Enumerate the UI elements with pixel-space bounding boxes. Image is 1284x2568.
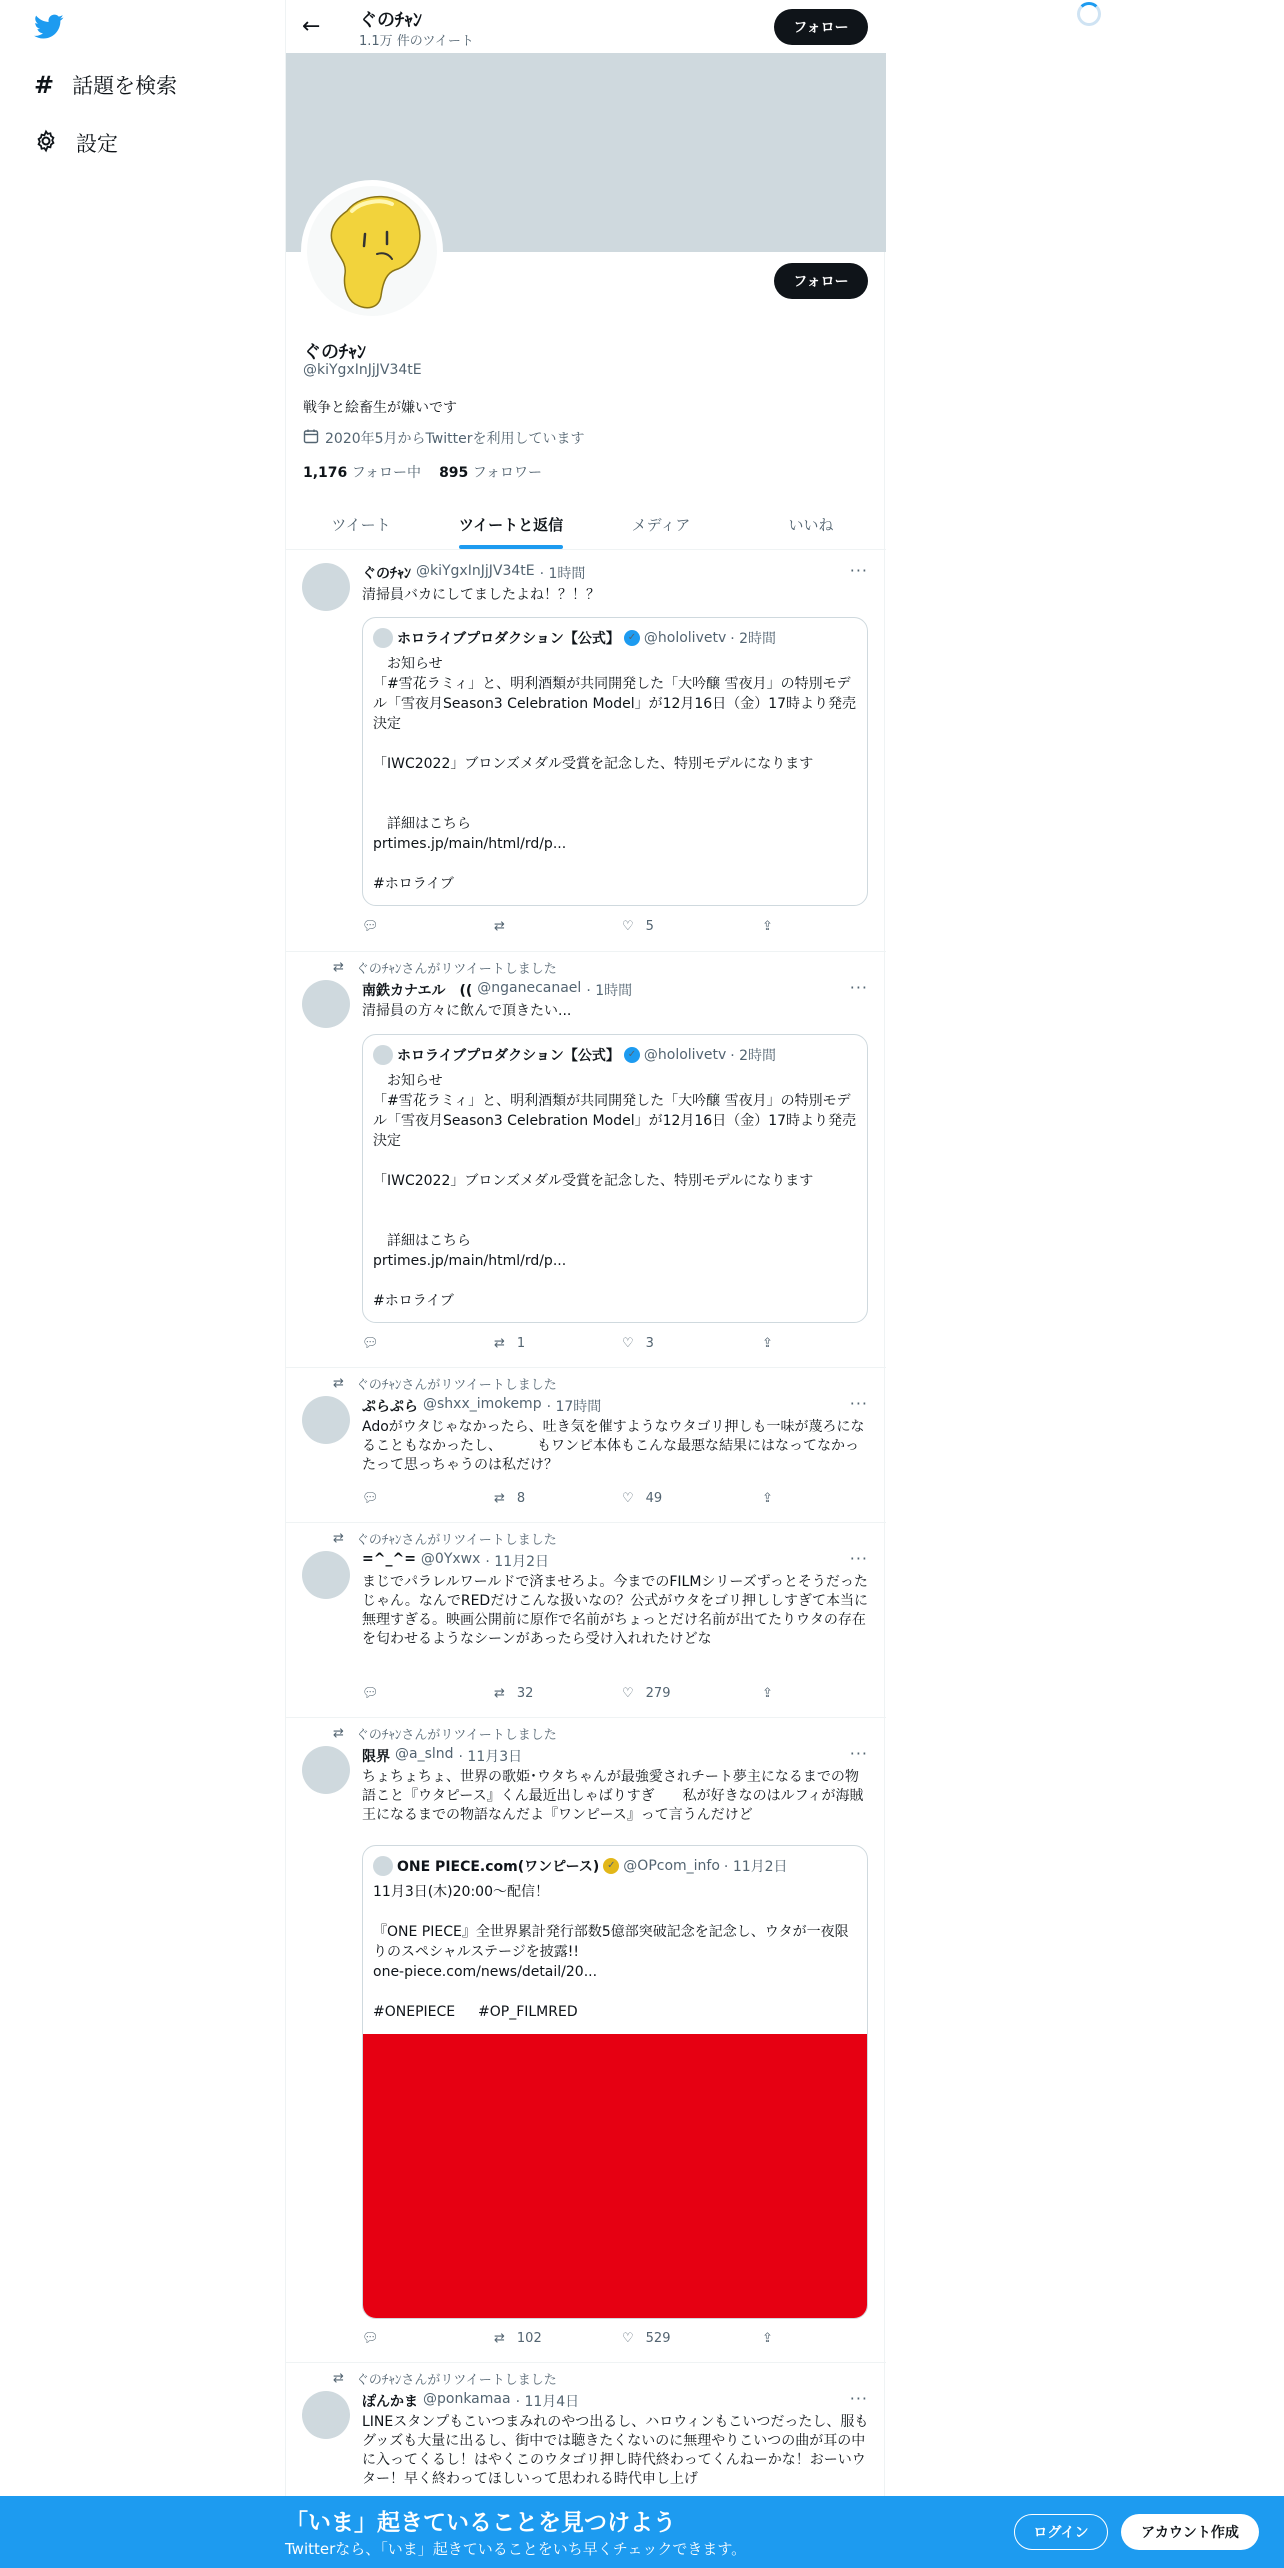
tweet-text: まじでパラレルワールドで済ませろよ。今までのFILMシリーズずっとそうだったじゃん。なんでREDだけこんな扱いなの？公式がウタをゴリ押ししすぎて本当に無理すぎる。映画公開前に原作で名前がちょっとだけ名前が出てたりウタの存在を匂わせるようなシーンがあったら受け入れれたけどな <box>362 1574 869 1647</box>
reply-button[interactable] <box>362 1336 494 1351</box>
share-icon: ⇪ <box>762 919 773 934</box>
quote-tweet[interactable] <box>362 1034 868 1323</box>
tweet-author-handle[interactable]: @ponkamaa <box>423 2391 511 2407</box>
header-follow-button[interactable]: フォロー <box>774 9 868 45</box>
quote-tweet[interactable] <box>362 617 868 906</box>
signup-banner-subtitle: Twitterなら、「いま」起きていることをいち早くチェックできます。 <box>285 2540 747 2558</box>
share-button[interactable] <box>762 1336 773 1351</box>
tweet-text: ちょちょちょ、世界の歌姫･ウタちゃんが最強愛されチート夢主になるまでの物語こと『ウタピース』くん最近出しゃばりすぎ 私が好きなのはルフィが海賊王になるまでの物語なんだよ『ワンピース』って言うんだけど <box>362 1769 864 1823</box>
tweet-author-handle[interactable]: @kiYgxInJjJV34tE <box>416 563 535 579</box>
login-button[interactable]: ログイン <box>1014 2514 1108 2550</box>
tweet-author-name[interactable]: 限界 <box>362 1749 390 1765</box>
like-button[interactable] <box>622 1686 762 1701</box>
tweet-actions <box>362 1686 792 1701</box>
following-link[interactable] <box>303 462 421 482</box>
profile-column <box>285 0 885 2568</box>
header-tweet-count: 1.1万 件のツイート <box>359 34 474 49</box>
share-button[interactable] <box>762 1686 773 1701</box>
quote-time: · 11月2日 <box>723 1859 788 1875</box>
tweet-header <box>362 2391 579 2411</box>
quote-time: · 2時間 <box>730 631 777 647</box>
tweet-avatar[interactable] <box>302 1746 350 1794</box>
tweet[interactable] <box>286 551 886 952</box>
retweeted-by-text[interactable]: ぐのﾁｬﾝさんがリツイートしました <box>355 1533 557 1548</box>
quote-avatar <box>373 628 393 648</box>
tweet-author-handle[interactable]: @nganecanael <box>477 980 582 996</box>
quote-time: · 2時間 <box>730 1048 777 1064</box>
reply-button[interactable] <box>362 2331 494 2346</box>
tweet[interactable] <box>286 1368 886 1523</box>
profile-tabs <box>286 500 886 550</box>
hashtag-icon: # <box>34 71 55 99</box>
quote-author-name: ホロライブプロダクション【公式】 <box>397 1048 620 1064</box>
retweet-button[interactable] <box>494 2331 622 2346</box>
quote-avatar <box>373 1045 393 1065</box>
tweet-author-handle[interactable]: @0Yxwx <box>420 1551 481 1567</box>
retweeted-by-text[interactable]: ぐのﾁｬﾝさんがリツイートしました <box>355 962 557 977</box>
more-icon[interactable]: ··· <box>849 561 868 580</box>
share-icon: ⇪ <box>762 1686 773 1701</box>
reply-button[interactable] <box>362 919 494 934</box>
twitter-logo-icon[interactable] <box>34 14 64 44</box>
tab-tweets[interactable]: ツイート <box>331 516 391 534</box>
like-button[interactable] <box>622 1491 762 1506</box>
tweet-time[interactable]: · 11月3日 <box>458 1749 523 1765</box>
follow-button[interactable]: フォロー <box>774 263 868 299</box>
retweet-icon: ⇄ <box>494 919 505 934</box>
retweet-small-icon: ⇄ <box>333 960 344 975</box>
nav-settings-label: 設定 <box>76 132 118 156</box>
back-arrow-icon[interactable]: ← <box>302 14 321 39</box>
tweet-text: 清掃員の方々に飲んで頂きたい... <box>362 1003 572 1019</box>
retweet-icon: ⇄ <box>494 1336 505 1351</box>
heart-icon: ♡ <box>622 1686 634 1701</box>
retweet-count: 1 <box>516 1336 526 1351</box>
following-label: フォロー中 <box>351 465 422 481</box>
quote-header <box>373 628 776 648</box>
tweet[interactable] <box>286 1523 886 1718</box>
profile-header-bar <box>286 0 886 53</box>
followers-label: フォロワー <box>472 465 543 481</box>
following-count: 1,176 <box>303 465 348 481</box>
heart-icon: ♡ <box>622 1491 634 1506</box>
retweet-indicator <box>333 2369 557 2388</box>
retweet-button[interactable] <box>494 1491 622 1506</box>
tweet-text: 清掃員バカにしてましたよね！？！？ <box>362 587 600 603</box>
like-count: 5 <box>645 919 654 934</box>
tweet-avatar[interactable] <box>302 980 350 1028</box>
retweet-icon: ⇄ <box>494 1491 505 1506</box>
retweeted-by-text[interactable]: ぐのﾁｬﾝさんがリツイートしました <box>355 2373 557 2388</box>
profile-bio: 戦争と絵畜生が嫌いです <box>303 400 457 416</box>
like-count: 529 <box>645 2331 671 2346</box>
reply-icon: 💬︎ <box>362 1336 379 1351</box>
tweet-actions <box>362 2331 792 2346</box>
tweet-author-name[interactable]: ぽんかま <box>362 2394 418 2410</box>
verified-gold-badge-icon: ✓ <box>603 1858 619 1874</box>
tweet-text: Adoがウタじゃなかったら、吐き気を催すようなウタゴリ押しも一味が蔑ろになることもなかったし、 もワンピ本体もこんな最悪な結果にはなってなかったって思っちゃうのは私だけ？ <box>362 1419 865 1473</box>
retweet-small-icon: ⇄ <box>333 2371 344 2386</box>
retweet-small-icon: ⇄ <box>333 1531 344 1546</box>
reply-icon: 💬︎ <box>362 1686 379 1701</box>
tweet-actions <box>362 919 792 934</box>
reply-icon: 💬︎ <box>362 1491 379 1506</box>
like-button[interactable] <box>622 919 762 934</box>
quote-text: 11月3日(木)20:00～配信！ 『ONE PIECE』全世界累計発行部数5億部突破記念を記念し、ウタが一夜限りのスペシャルステージを披露!! one-piece.com/news/detail/20... #ONEPIECE #OP_FILMRED <box>373 1884 849 2020</box>
like-count: 279 <box>645 1686 671 1701</box>
tweet-avatar[interactable] <box>302 563 350 611</box>
tweet-time[interactable]: · 1時間 <box>586 983 633 999</box>
tweet-header <box>362 1746 522 1766</box>
heart-icon: ♡ <box>622 1336 634 1351</box>
quote-author-handle: @OPcom_info <box>623 1858 720 1874</box>
quote-header <box>373 1856 788 1876</box>
tweet[interactable] <box>286 1718 886 2363</box>
share-icon: ⇪ <box>762 1336 773 1351</box>
more-icon[interactable]: ··· <box>849 978 868 997</box>
followers-link[interactable] <box>439 462 542 482</box>
reply-button[interactable] <box>362 1686 494 1701</box>
tweet-author-name[interactable]: ぷらぷら <box>362 1399 418 1415</box>
yellow-blob-avatar-icon <box>307 186 437 316</box>
like-count: 49 <box>645 1491 663 1506</box>
reply-icon: 💬︎ <box>362 919 379 934</box>
profile-avatar[interactable] <box>301 180 443 322</box>
profile-handle: @kiYgxInJjJV34tE <box>303 362 422 378</box>
follow-stats <box>303 462 542 482</box>
header-title: ぐのﾁｬﾝ <box>359 10 422 31</box>
quote-text: お知らせ 「#雪花ラミィ」と、明利酒類が共同開発した「大吟醸 雪夜月」の特別モデル「雪夜月Season3 Celebration Model」が12月16日（金）17時より発売決定 「IWC2022」ブロンズメダル受賞を記念した、特別モデルになります 詳細はこちら prtimes.jp/main/html/rd/p... #ホロライブ <box>373 656 857 892</box>
heart-icon: ♡ <box>622 2331 634 2346</box>
retweet-indicator <box>333 1724 557 1743</box>
tab-media[interactable]: メディア <box>631 516 691 534</box>
profile-joined-text: 2020年5月からTwitterを利用しています <box>325 431 585 447</box>
nav-explore[interactable] <box>34 70 177 100</box>
retweet-indicator <box>333 958 557 977</box>
retweet-indicator <box>333 1529 557 1548</box>
heart-icon: ♡ <box>622 919 634 934</box>
tweet-text: LINEスタンプもこいつまみれのやつ出るし、ハロウィンもこいつだったし、服もグッズも大量に出るし、街中では聴きたくないのに無理やりこいつの曲が耳の中に入ってくるし！はやくこのウタゴリ押し時代終わってくんねーかな！おーいウター！早く終わってほしいって思われる時代申し上げ <box>362 2414 869 2487</box>
verified-badge-icon: ✓ <box>624 1047 640 1063</box>
tweet-header <box>362 1551 549 1571</box>
share-icon: ⇪ <box>762 1491 773 1506</box>
quote-author-handle: @hololivetv <box>643 630 727 646</box>
share-button[interactable] <box>762 2331 773 2346</box>
more-icon[interactable]: ··· <box>849 1549 868 1568</box>
signup-banner-title: 「いま」起きていることを見つけよう <box>285 2510 676 2536</box>
retweet-count: 102 <box>516 2331 542 2346</box>
signup-button[interactable]: アカウント作成 <box>1121 2514 1259 2550</box>
calendar-icon <box>303 428 319 448</box>
tweet-author-handle[interactable]: @a_slnd <box>395 1746 454 1762</box>
followers-count: 895 <box>439 465 469 481</box>
quote-author-name: ホロライブプロダクション【公式】 <box>397 631 620 647</box>
tweet-avatar[interactable] <box>302 1396 350 1444</box>
tweet[interactable] <box>286 952 886 1368</box>
tweet-avatar[interactable] <box>302 1551 350 1599</box>
tweet-author-name[interactable]: ぐのﾁｬﾝ <box>362 566 411 582</box>
more-icon[interactable]: ··· <box>849 2389 868 2408</box>
tweet-header <box>362 1396 601 1416</box>
tweet-header <box>362 980 632 1000</box>
tweet-actions <box>362 1491 792 1506</box>
retweet-icon: ⇄ <box>494 1686 505 1701</box>
like-button[interactable] <box>622 1336 762 1351</box>
tweet-time[interactable]: · 1時間 <box>539 566 586 582</box>
quote-text: お知らせ 「#雪花ラミィ」と、明利酒類が共同開発した「大吟醸 雪夜月」の特別モデル「雪夜月Season3 Celebration Model」が12月16日（金）17時より発売決定 「IWC2022」ブロンズメダル受賞を記念した、特別モデルになります 詳細はこちら prtimes.jp/main/html/rd/p... #ホロライブ <box>373 1073 857 1309</box>
tweet-avatar[interactable] <box>302 2391 350 2439</box>
nav-explore-label: 話題を検索 <box>72 74 178 98</box>
quote-media-image[interactable] <box>363 2034 868 2319</box>
share-button[interactable] <box>762 919 773 934</box>
reply-button[interactable] <box>362 1491 494 1506</box>
more-icon[interactable]: ··· <box>849 1394 868 1413</box>
tab-tweets-and-replies[interactable]: ツイートと返信 <box>436 500 586 549</box>
retweeted-by-text[interactable]: ぐのﾁｬﾝさんがリツイートしました <box>355 1728 557 1743</box>
quote-tweet[interactable] <box>362 1845 868 2319</box>
retweet-indicator <box>333 1374 557 1393</box>
signup-banner <box>0 2496 1284 2568</box>
retweet-small-icon: ⇄ <box>333 1726 344 1741</box>
gear-icon <box>34 129 58 158</box>
nav-settings[interactable] <box>34 128 118 158</box>
retweet-button[interactable] <box>494 1686 622 1701</box>
retweet-icon: ⇄ <box>494 2331 505 2346</box>
retweet-count: 32 <box>516 1686 534 1701</box>
share-button[interactable] <box>762 1491 773 1506</box>
like-count: 3 <box>645 1336 654 1351</box>
tweet-time[interactable]: · 17時間 <box>546 1399 602 1415</box>
quote-author-name: ONE PIECE.com(ワンピース) <box>397 1859 600 1875</box>
tweet-time[interactable]: · 11月2日 <box>485 1554 550 1570</box>
more-icon[interactable]: ··· <box>849 1744 868 1763</box>
quote-avatar <box>373 1856 393 1876</box>
tweet-author-handle[interactable]: @shxx_imokemp <box>423 1396 542 1412</box>
tweet-author-name[interactable]: 南鉄カナエル (( <box>362 983 473 999</box>
retweet-button[interactable] <box>494 1336 622 1351</box>
tab-likes[interactable]: いいね <box>788 516 834 534</box>
profile-name: ぐのﾁｬﾝ <box>303 342 366 363</box>
profile-joined <box>303 428 584 448</box>
retweet-small-icon: ⇄ <box>333 1376 344 1391</box>
verified-badge-icon: ✓ <box>624 630 640 646</box>
quote-author-handle: @hololivetv <box>643 1047 727 1063</box>
reply-icon: 💬︎ <box>362 2331 379 2346</box>
retweet-button[interactable] <box>494 919 622 934</box>
tweet-actions <box>362 1336 792 1351</box>
loading-spinner-icon <box>1077 2 1101 26</box>
tweet-header <box>362 563 585 583</box>
retweet-count: 8 <box>516 1491 526 1506</box>
retweeted-by-text[interactable]: ぐのﾁｬﾝさんがリツイートしました <box>355 1378 557 1393</box>
share-icon: ⇪ <box>762 2331 773 2346</box>
tweet-author-name[interactable]: =^_^= <box>362 1551 416 1567</box>
quote-header <box>373 1045 776 1065</box>
tweet-time[interactable]: · 11月4日 <box>515 2394 580 2410</box>
like-button[interactable] <box>622 2331 762 2346</box>
